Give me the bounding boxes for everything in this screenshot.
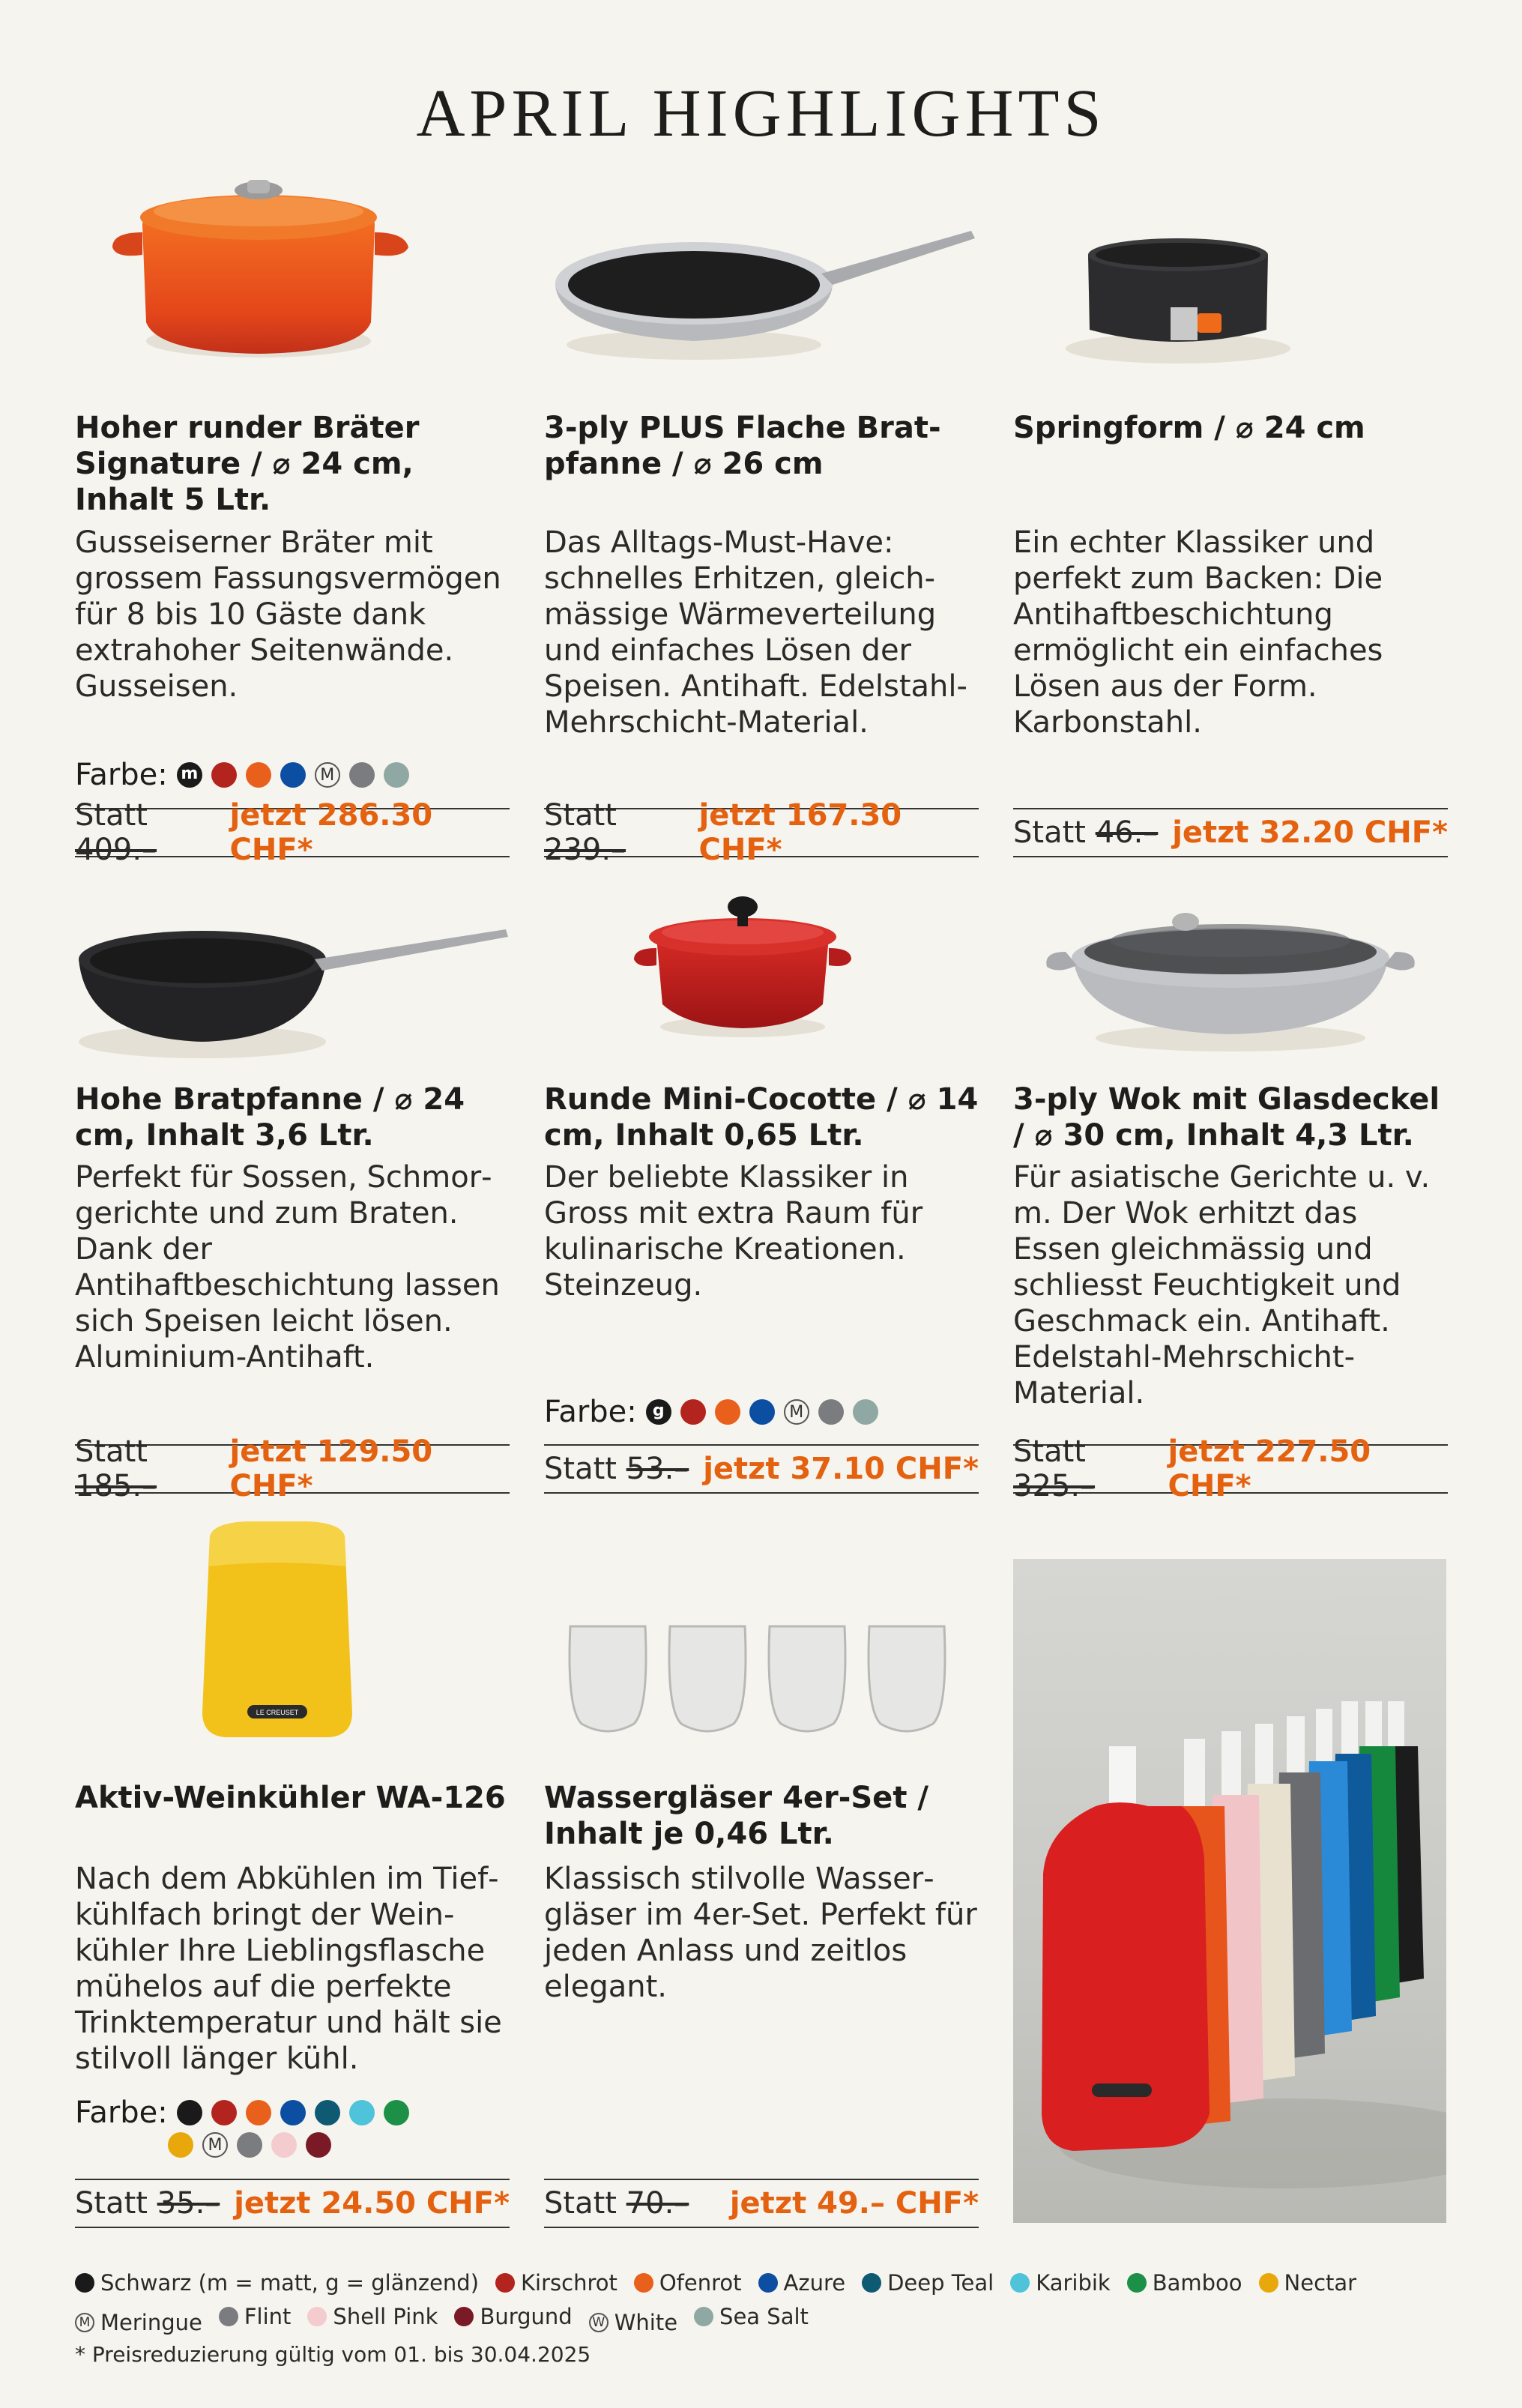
springform-image <box>1013 157 1448 382</box>
color-swatch-bamboo[interactable] <box>384 2100 409 2125</box>
new-price: jetzt 286.30 CHF* <box>229 798 433 867</box>
product-description: Gusseiserner Bräter mit grossem Fassungsvermögen für 8 bis 10 Gäste dank extrahoher Seitenwände. Gusseisen. <box>75 525 501 704</box>
price-bar <box>1013 808 1448 857</box>
price-bar <box>75 2179 510 2228</box>
legend-item <box>219 2301 292 2332</box>
legend-item <box>589 2307 677 2338</box>
legend-item <box>1259 2267 1357 2299</box>
legend-label: Sea Salt <box>719 2304 809 2329</box>
legend-item <box>758 2267 846 2299</box>
legend-label: Ofenrot <box>659 2270 742 2296</box>
price-bar <box>75 798 510 867</box>
legend-color-dot <box>1259 2273 1278 2293</box>
legend-label: Shell Pink <box>333 2304 438 2329</box>
color-options <box>75 757 510 793</box>
new-price: jetzt 129.50 CHF* <box>229 1434 433 1503</box>
price-bar <box>544 798 979 867</box>
old-price: Statt 239.– <box>544 798 626 867</box>
new-price: jetzt 49.– CHF* <box>729 2186 979 2221</box>
color-swatch-azure[interactable] <box>280 2100 306 2125</box>
product-title: 3-ply PLUS Flache Bratpfanne / ⌀ 26 cm <box>544 411 941 481</box>
color-swatch-deep-teal[interactable] <box>315 2100 340 2125</box>
legend-item <box>634 2267 742 2299</box>
legend-color-dot: M <box>75 2313 94 2332</box>
legend-item <box>862 2267 994 2299</box>
price-bar <box>1013 1434 1448 1503</box>
new-price: jetzt 32.20 CHF* <box>1172 815 1448 850</box>
color-swatch-kirschrot[interactable] <box>211 2100 237 2125</box>
legend-label: Flint <box>244 2304 292 2329</box>
legend-color-dot <box>495 2273 515 2293</box>
legend-item <box>495 2267 617 2299</box>
old-price: Statt 53.– <box>544 1452 689 1486</box>
legend-item <box>75 2267 479 2299</box>
mini-cocotte-image <box>544 877 979 1079</box>
color-swatch-schwarz-matt[interactable]: m <box>177 762 202 788</box>
legend-item <box>307 2301 438 2332</box>
legend-color-dot <box>634 2273 653 2293</box>
footnote: * Preisreduzierung gültig vom 01. bis 30.04.2025 <box>75 2342 591 2367</box>
legend-color-dot <box>694 2307 713 2326</box>
color-swatch-ofenrot[interactable] <box>246 762 271 788</box>
color-swatch-azure[interactable] <box>280 762 306 788</box>
color-swatch-burgund[interactable] <box>306 2132 331 2158</box>
page-title: APRIL HIGHLIGHTS <box>416 76 1106 151</box>
legend-label: Schwarz (m = matt, g = glänzend) <box>100 2270 480 2296</box>
hohe-bratpfanne-image <box>75 877 510 1079</box>
legend-item <box>454 2301 572 2332</box>
legend-label: White <box>614 2310 678 2335</box>
product-description: Das Alltags-Must-Have: schnelles Erhitzen, gleichmässige Wärmeverteilung und einfaches Lösen der Speisen. Antihaft. Edelstahl-Mehrschicht-Material. <box>544 525 967 740</box>
legend-label: Kirschrot <box>521 2270 617 2296</box>
product-description: Klassisch stilvolle Wassergläser im 4er-Set. Perfekt für jeden Anlass und zeitlos elegant. <box>544 1862 977 2004</box>
legend-label: Nectar <box>1284 2270 1357 2296</box>
legend-label: Burgund <box>480 2304 573 2329</box>
color-swatch-sea-salt[interactable] <box>853 1399 878 1425</box>
color-swatch-flint[interactable] <box>349 762 375 788</box>
wasserglaeser-image <box>544 1611 979 1761</box>
product-title: 3-ply Wok mit Glasdeckel / ⌀ 30 cm, Inhalt 4,3 Ltr. <box>1013 1082 1440 1153</box>
color-swatch-azure[interactable] <box>749 1399 775 1425</box>
color-swatch-meringue[interactable]: M <box>202 2132 228 2158</box>
color-options <box>75 2095 510 2131</box>
color-swatch-ofenrot[interactable] <box>715 1399 740 1425</box>
new-price: jetzt 167.30 CHF* <box>698 798 902 867</box>
color-swatch-shell-pink[interactable] <box>271 2132 297 2158</box>
legend-color-dot <box>1010 2273 1030 2293</box>
price-bar <box>544 2179 979 2228</box>
legend-color-dot <box>758 2273 778 2293</box>
product-title: Runde Mini-Cocotte / ⌀ 14 cm, Inhalt 0,65 Ltr. <box>544 1082 979 1153</box>
legend-label: Meringue <box>100 2310 202 2335</box>
color-swatch-schwarz-glaenzend[interactable]: g <box>646 1399 671 1425</box>
legend-item <box>1010 2267 1111 2299</box>
old-price: Statt 185.– <box>75 1434 157 1503</box>
color-swatch-karibik[interactable] <box>349 2100 375 2125</box>
product-title: Hohe Bratpfanne / ⌀ 24 cm, Inhalt 3,6 Ltr. <box>75 1082 465 1153</box>
old-price: Statt 409.– <box>75 798 157 867</box>
legend-item <box>75 2307 202 2338</box>
weinkuehler-image <box>75 1521 510 1754</box>
product-description: Perfekt für Sossen, Schmorgerichte und zum Braten. Dank der Antihaftbeschichtung lassen sich Speisen leicht lösen. Aluminium-Antihaft. <box>75 1160 500 1375</box>
product-title: Wassergläser 4er-Set / Inhalt je 0,46 Ltr. <box>544 1781 928 1851</box>
old-price: Statt 70.– <box>544 2186 689 2221</box>
price-bar <box>544 1444 979 1494</box>
new-price: jetzt 37.10 CHF* <box>703 1452 979 1486</box>
color-swatch-flint[interactable] <box>237 2132 262 2158</box>
color-options-row-2 <box>168 2132 340 2158</box>
legend-label: Azure <box>783 2270 846 2296</box>
old-price: Statt 46.– <box>1013 815 1159 850</box>
wok-image <box>1013 877 1448 1079</box>
legend-label: Deep Teal <box>887 2270 994 2296</box>
legend-label: Karibik <box>1036 2270 1111 2296</box>
old-price: Statt 325.– <box>1013 1434 1096 1503</box>
color-swatch-meringue[interactable]: M <box>784 1399 809 1425</box>
color-swatch-sea-salt[interactable] <box>384 762 409 788</box>
product-title: Springform / ⌀ 24 cm <box>1013 411 1365 445</box>
color-swatch-kirschrot[interactable] <box>680 1399 706 1425</box>
color-swatch-ofenrot[interactable] <box>246 2100 271 2125</box>
product-description: Ein echter Klassiker und perfekt zum Backen: Die Antihaftbeschichtung ermöglicht ein einfaches Lösen aus der Form. Karbonstahl. <box>1013 525 1383 740</box>
color-swatch-flint[interactable] <box>818 1399 844 1425</box>
color-swatch-schwarz[interactable] <box>177 2100 202 2125</box>
bratpfanne-image <box>544 202 979 382</box>
color-label: Farbe: <box>75 758 168 792</box>
legend-color-dot <box>1127 2273 1147 2293</box>
product-title: Hoher runder Bräter Signature / ⌀ 24 cm, Inhalt 5 Ltr. <box>75 411 420 517</box>
color-legend <box>75 2267 1469 2338</box>
new-price: jetzt 227.50 CHF* <box>1168 1434 1371 1503</box>
brand-mark: LE CREUSET <box>256 1709 299 1716</box>
legend-color-dot <box>454 2307 474 2326</box>
color-label: Farbe: <box>544 1395 637 1429</box>
new-price: jetzt 24.50 CHF* <box>234 2186 510 2221</box>
legend-label: Bamboo <box>1152 2270 1242 2296</box>
price-bar <box>75 1434 510 1503</box>
weinkuehler-lifestyle-photo <box>1013 1559 1446 2223</box>
braeter-image <box>75 157 510 382</box>
legend-color-dot <box>75 2273 94 2293</box>
legend-color-dot <box>862 2273 881 2293</box>
legend-color-dot: W <box>589 2313 609 2332</box>
product-description: Für asiatische Gerichte u. v. m. Der Wok erhitzt das Essen gleichmässig und schliesst Feuchtigkeit und Geschmack ein. Antihaft. Edelstahl-Mehrschicht-Material. <box>1013 1160 1431 1410</box>
legend-color-dot <box>219 2307 238 2326</box>
product-title: Aktiv-Weinkühler WA-126 <box>75 1781 506 1815</box>
color-swatch-meringue[interactable]: M <box>315 762 340 788</box>
color-swatch-kirschrot[interactable] <box>211 762 237 788</box>
product-description: Nach dem Abkühlen im Tiefkühlfach bringt der Weinkühler Ihre Lieblingsflasche mühelos auf die perfekte Trinktemperatur und hält sie stilvoll länger kühl. <box>75 1862 502 2076</box>
color-options <box>544 1394 979 1430</box>
product-description: Der beliebte Klassiker in Gross mit extra Raum für kulinarische Kreationen. Steinzeug. <box>544 1160 923 1303</box>
legend-color-dot <box>307 2307 327 2326</box>
legend-item <box>694 2301 809 2332</box>
legend-item <box>1127 2267 1242 2299</box>
color-label: Farbe: <box>75 2095 168 2130</box>
color-swatch-nectar[interactable] <box>168 2132 193 2158</box>
old-price: Statt 35.– <box>75 2186 220 2221</box>
